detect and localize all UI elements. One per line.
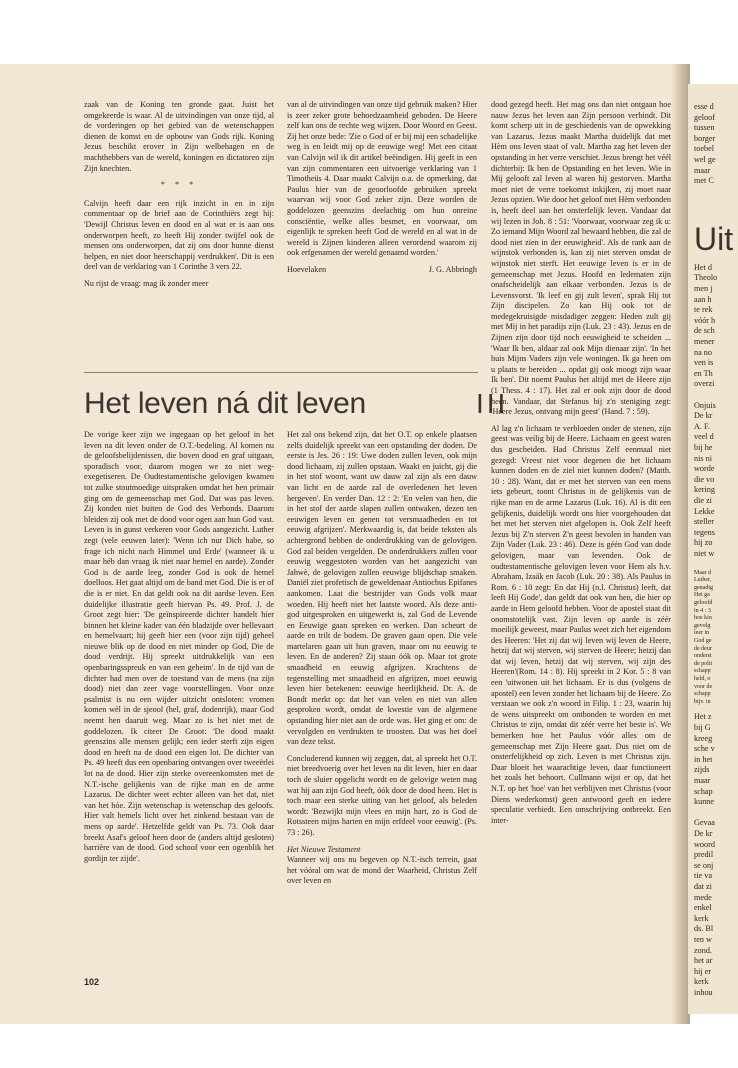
- next-page-fragment: schapp: [694, 668, 711, 675]
- bottom-column-1: [84, 430, 274, 870]
- next-page-fragment: schapp: [694, 691, 711, 698]
- next-page-headline-fragment: Uit: [694, 220, 734, 257]
- paragraph: zaak van de Koning ten gronde gaat. Juist het omgekeerde is waar. Al de uitvindingen van onze tijd, al de vorderingen op het gebied van de wetenschappen dienen de komst en de opbouw van Gods rijk. Koning Jezus beschikt erover in Zijn welbehagen en de machthebbers van de wereld, koningen en dictatoren zijn Zijn knechten.: [84, 100, 274, 173]
- next-page-fragment: in het: [694, 754, 713, 764]
- next-page-fragment: hij er: [694, 966, 712, 976]
- next-page-fragment: onderst: [694, 653, 712, 660]
- next-page-fragment: wel ge: [694, 155, 716, 164]
- next-page-fragment: worde: [694, 464, 715, 474]
- next-page-fragment: de sch: [694, 326, 715, 336]
- next-page-fragment: tegens: [694, 527, 715, 537]
- top-column-2: [287, 100, 477, 276]
- next-page-fragment: bijv. in: [694, 698, 711, 705]
- next-page-fragment: sche v: [694, 744, 715, 754]
- next-page-fragment: kunne: [694, 797, 715, 807]
- next-page-fragment: ten w: [694, 935, 712, 944]
- next-page-fragment: toebel: [694, 144, 715, 154]
- paragraph: dood gezegd heeft. Het mag ons dan niet ontgaan hoe nauw Jezus het leven aan Zijn persoon verbindt. Dit komt scherp uit in de geschiedenis van de opwekking van Lazarus. Jezus maakt Martha duidelijk dat met Hèm ons leven staat of valt. Martha zag het leven der opstanding in het verre verschiet. Jezus brengt het véél dichterbij: Ik ben de Opstanding en het leven. Wie in Mij gelooft zal leven al waren hij gestorven. Martha moet niet de verre toekomst inkijken, zij moet naar Jezus opzien. Wie door het geloof met Hèm verbonden is, heeft deel aan het onsterfelijk leven. Vandaar dat wij lezen in Joh. 8 : 51: 'Voorwaar, voorwaar zeg ik u: Zo iemand Mijn Woord zal bewaard hebben, die zal de dood niet zien in der eeuwigheid'. Als de rank aan de wijnstok verbonden is, kan zij niet sterven omdat de wijnstok niet sterft. Het eeuwige leven is er in de gemeenschap met Jezus. Hoofd en ledematen zijn onafscheidelijk aan elkaar verbonden. Jezus is de Levensvorst. 'Ik leef en gij zult leven', sprak Hij tot Zijn discipelen. Zo kan Hij ook tot de medegekruisigde misdadiger zeggen: Heden zult gij met Mij in het paradijs zijn (Luk. 23 : 43). Jezus en de Zijnen zijn door tijd noch eeuwigheid te scheiden ... 'Waar Ik ben, aldaar zal ook Mijn dienaar zijn'. 'In het huis Mijns Vaders zijn vele woningen. Ik ga heen om u plaats te bereiden ... opdat gij ook moogt zijn waar Ik ben'. Dit noemt Paulus het altijd met de Heere zijn (1 Thess. 4 : 17). Het zal er ook zijn door de dood heen. Vandaar, dat Stefanus bij z'n steniging zegt: 'Heere Jezus, ontvang mijn geest' (Hand. 7 : 59).: [491, 100, 671, 417]
- next-page-fragment: veel d: [694, 432, 714, 442]
- subheading: Het Nieuwe Testament: [287, 844, 361, 854]
- paragraph: Al lag z'n lichaam te verbloeden onder de stenen, zijn geest was veilig bij de Heere. Lichaam en geest waren dus gescheiden. Had Christus Zelf eenmaal niet gezegd: Vreest niet voor degenen die het lichaam kunnen doden en de ziel niet kunnen doden? (Matth. 10 : 28). Want, dat er met het sterven van een mens iets gebeurt, toont Christus in de gelijkenis van de rijke man en de arme Lazarus (Luk. 16). Al is dit een gelijkenis, duidelijk wordt ons hier voorgehouden dat het met het sterven niet afgelopen is. Ook Zelf heeft Jezus bij Z'n sterven Z'n geest bevolen in handen van Zijn Vader (Luk. 23 : 46). Deze is géén God van dode gelovigen, maar van levenden. Ook de oudtestamentische gelovigen leven voor Hem als h.v. Abraham, Izaäk en Jacob (Luk. 20 : 38). Als Paulus in Rom. 6 : 10 zegt: En dat Hij (n.l. Christus) leeft, dat leeft Hij Gode', dan geldt dat ook van hen, die hier op aarde in Hem geloofd hebben. Voor de apostel staat dit onomstotelijk vast. Zijn leven op aarde is zéér moeilijk geweest, maar Paulus weet zich het eigendom des Heeren: 'Het zij dat wij leven wij leven de Heere, hetzij dat wij sterven, wij sterven de Heere; hetzij dan dat wij leven, hetzij dat wij sterven, wij zijn des Heeren'(Rom. 14 : 8). Hij spreekt in 2 Kor. 5 : 8 van een 'uitwonen uit het lichaam. Er is dus (volgens de apostel) een leven zonder het lichaam bij de Heere. Zo verstaan we ook z'n woord in Filip. 1 : 23, waarin hij de wens uitspreekt om ontbonden te worden en met Christus te zijn, omdat dit zéér verre het beste is'. We bemerken hoe het Paulus vóór alles om de gemeenschap met Zijn Heere gaat. Dus niet om de onsterfelijkheid op zich. Leven is met Christus zijn. Daar bloeit het waarachtige leven, daar functioneert het zoals het behoort. Cullmann wijst er op, dat het N.T. op het 'hoe' van het verblijven met Christus (voor Diens wederkomst) geen antwoord geeft en iedere speculatie verbiedt. Een omschrijving ontbreekt. Een inter-: [491, 423, 671, 825]
- headline-part-number: III: [476, 388, 509, 419]
- paragraph: Het zal ons bekend zijn, dat het O.T. op enkele plaatsen zelfs duidelijk spreekt van een opstanding der doden. De eerste is Jes. 26 : 19: Uwe doden zullen leven, ook mijn dood lichaam, zij zullen opstaan. Waakt en juicht, gij die in het stof woont, want uw dauw zal zijn als een dauw van licht en de aarde zal de overledenen het leven hergeven'. En verder Dan. 12 : 2: 'En velen van hen, die in het stof der aarde slapen zullen ontwaken, dezen ten eeuwigen leven en genen tot versmaadheden en tot eeuwig afgrijzen'. Merkwaardig is, dat beide teksten als achtergrond hebben de onderdrukking van de gelovigen. God zal beiden vergelden. De onderdrukkers zullen voor eeuwig weggestoten worden van het aangezicht van Jahwè, de gelovigen zullen eeuwige blijdschap smaken. Daniël ziet profetisch de geweldenaar Antiochus Epifanes aankomen. Laat die bestrijder van Gods volk maar woeden. Hij heeft niet het laatste woord. Als deze anti-god uitgesproken en uitgewerkt is, zal God de Levende en Eeuwige gaan spreken en werken. Dan scheurt de aarde en trilt de bodem. De graven gaan open. Die vele martelaren gaan uit hun graven, maar om nu eeuwig te leven. En de anderen? Zij staan óók op. Maar tot grote smaadheid en eeuwig afgrijzen. Krachtens de tegenstelling met smaadheid en afgrijzen, moet eeuwig leven hier betekenen: eeuwige heerlijkheid. Dr. A. de Bondt merkt op: dat het van velen en niet van allen gesproken wordt, omdat de kwestie van de algemene opstanding hier niet aan de orde was. Het ging er om: de vervolgden en verdrukten te troosten. Dat was het doel van deze tekst.: [287, 430, 477, 747]
- next-page-fragment: schap: [694, 786, 713, 796]
- next-page-fragment: Het ga: [694, 592, 710, 599]
- next-page-fragment: Maar d: [694, 569, 712, 576]
- next-page-fragment: te rek: [694, 305, 713, 315]
- next-page-fragment: steller: [694, 517, 715, 527]
- next-page-fragment: Luther,: [694, 577, 712, 584]
- next-page-fragment: dat zi: [694, 882, 712, 891]
- next-page-fragment: voor de: [694, 683, 713, 690]
- next-page-fragment: aan h: [694, 294, 712, 304]
- next-page-fragment: borger: [694, 133, 716, 143]
- next-page-fragment: woord: [694, 839, 715, 849]
- next-page-fragment: Lekke: [694, 506, 715, 516]
- next-page-fragment: Theolo: [694, 273, 718, 283]
- next-page-fragment: zond.: [694, 945, 712, 955]
- next-page-fragment: De kr: [694, 829, 713, 838]
- next-page-fragment: nis ni: [694, 453, 712, 463]
- next-page-fragment: hoe kin: [694, 615, 712, 622]
- paragraph: Nu rijst de vraag: mag ik zonder meer: [84, 278, 209, 288]
- paragraph: Wanneer wij ons nu begeven op N.T.-isch terrein, gaat het vóóral om wat de mond der Waarheid, Christus Zelf over leven en: [287, 855, 477, 886]
- next-page-fragment: de polit: [694, 660, 713, 667]
- right-column: [491, 100, 671, 832]
- next-page-fragment: tussen: [694, 123, 715, 133]
- next-page-fragment: geloof: [694, 112, 715, 122]
- next-page-fragment: De kr: [694, 411, 713, 421]
- next-page-fragment: met C: [694, 176, 714, 186]
- next-page-fragment: inhou: [694, 988, 713, 997]
- next-page-fragment: held, o: [694, 676, 711, 682]
- next-page-fragment: na no: [694, 347, 712, 357]
- next-page-fragment: genadig: [694, 584, 713, 591]
- next-page-fragment: vóór h: [694, 315, 716, 325]
- next-page-fragment: se onj: [694, 860, 714, 870]
- next-page-fragment: zijds: [694, 765, 710, 775]
- next-page-fragment: de deur: [694, 645, 712, 652]
- next-page-fragment: in 4 : 3: [694, 607, 711, 614]
- paragraph: De vorige keer zijn we ingegaan op het geloof in het leven na dit leven onder de O.T.-bedeling. Al komen nu de geloofsbelijdenissen, die boven dood en graf uitgaan, sporadisch voor, daarom mogen we zo niet weg-exegetiseren. De Oudtestamentische gelovigen kwamen tot zulke stoutmoedige uitspraken omdat het hen primair ging om de gemeenschap met God. Dat was pas leven. Zij konden niet buiten de God des Verbonds. Daarom bleiden zij ook met de dood voor ogen aan hun God vast. Leven is in gunst verkeren voor Gods aangezicht. Luther zegt (vele eeuwen later): 'Wenn ich nur Dich habe, so frage ich nicht nach Himmel und Erde' (wanneer ik u maar héb dan vraag ik niet naar hemel en aarde). Zonder God is de aarde leeg, zonder God is ook de hemel doelloos. Het gaat altijd om de band met God. Die is er of die is er niet. En dat geldt ook na dit aardse leven. Een duidelijke illustratie geeft hiervan Ps. 49. Prof. J. de Groot zegt hier: 'De geïnspireerde dichter handelt hier binnen het kleine kader van één bladzijde over hellevaart en hemelvaart; hij geeft hier een (voor zijn tijd) geheel nieuwe blik op de dood en niet minder op God, Die de dood verdrijt. Hij spreekt uitdrukkelijk van een openbaringsspreuk en van een geheim'. In de tijd van de dichter had men over de toestand van de mens (na zijn dood) niet dan zeer vage voorstellingen. Voor onze psalmist is nu een wijder uitzicht ontsloten: vromen komen wèl in de sjeool (hel, graf, dodenrijk), maar God neemt hen daaruit weg. Maar zo is het niet met de goddelozen. Ik citeer De Groot: 'De dood maakt geenszins alle mensen gelijk; een ieder sterft zijn eigen dood en heeft na de dood een eigen lot. De dichter van Ps. 49 heeft dus een openbaring ontvangen over tweeërlei lot na de dood. Hier zijn sterke overeenkomsten met de N.T.-ische gelijkenis van de rijke man en de arme Lazarus. De dichter weet echter alleen van het dat, niet van het hóe. Zijn wetenschap is wetenschap des geloofs. Hier valt hemels licht over het zinkend bestaan van de mens op aarde'. Hetzelfde geldt van Ps. 73. Ook daar breekt Asaf's geloof heen door de (anders altijd gesloten) barrière van de dood. God schoof voor een ogenblik het gordijn ter zijde'.: [84, 430, 274, 863]
- next-page-fragment: God ge: [694, 638, 712, 644]
- next-page-edge: [688, 84, 738, 1014]
- next-page-fragment: A. F.: [694, 421, 710, 431]
- next-page-fragment: die zi: [694, 496, 712, 505]
- paragraph: Concluderend kunnen wij zeggen, dat, al spreekt het O.T. niet breedvoerig over het leven na dit leven, hier en daar toch de sluier opgelicht wordt en de gelovige weten mag wat hij aan zijn God heeft, óók door de dood heen. Het is toch maar een sterke uiting van het geloof, als beleden wordt: 'Bezwijkt mijn vlees en mijn hart, zo is God de Rotssteen mijns harten en mijn erfdeel voor eeuwig'. (Ps. 73 : 26).: [287, 753, 477, 837]
- section-rule: [84, 372, 478, 373]
- next-page-fragment: mede: [694, 892, 712, 902]
- next-page-fragment: men j: [694, 284, 713, 293]
- author: J. G. Abbringh: [428, 264, 477, 274]
- signature-line: [287, 265, 477, 276]
- next-page-fragment: bij G: [694, 723, 711, 732]
- next-page-fragment: Het d: [694, 262, 712, 272]
- next-page-fragment: die vo: [694, 474, 715, 484]
- next-page-fragment: maar: [694, 776, 711, 785]
- next-page-fragment: mener: [694, 337, 715, 346]
- paragraph: Calvijn heeft daar een rijk inzicht in en in zijn commentaar op de brief aan de Corinthiërs zegt hij: 'Dewijl Christus leven en dood en al wat er is aan ons onderworpen heeft, zo heeft Hij zonder twijfel ook de mensen ons onderworpen, dat zij ons door hunne dienst helpen, en niet door heerschappij verdrukken'. Dit is een deel van de verklaring van 1 Corinthe 3 vers 22.: [84, 198, 274, 272]
- next-page-fragment: gevolg: [694, 622, 711, 629]
- place: Hoevelaken: [287, 264, 327, 274]
- next-page-fragment: kerk: [694, 977, 709, 987]
- next-page-fragment: predil: [694, 850, 714, 860]
- next-page-fragment: enkel: [694, 903, 712, 913]
- next-page-fragment: ds. Bl: [694, 924, 714, 934]
- page-number: 102: [84, 977, 100, 987]
- next-page-fragment: leer in: [694, 630, 710, 637]
- next-page-fragment: kerk: [694, 913, 709, 923]
- next-page-fragment: ven is: [694, 358, 714, 368]
- next-page-fragment: geloofd: [694, 600, 713, 606]
- next-page-fragment: Gevaa: [694, 818, 715, 828]
- next-page-fragment: het ar: [694, 956, 713, 966]
- next-page-fragment: kreeg: [694, 733, 713, 743]
- next-page-fragment: bij he: [694, 443, 713, 452]
- next-page-fragment: hij zo: [694, 538, 713, 548]
- bottom-column-2: [287, 430, 477, 893]
- next-page-fragment: Het z: [694, 712, 712, 722]
- headline-title: Het leven ná dit leven: [84, 387, 366, 420]
- next-page-fragment: tie va: [694, 871, 712, 881]
- next-page-fragment: en Th: [694, 368, 713, 378]
- next-page-fragment: Onjuis: [694, 400, 716, 410]
- next-page-fragment: overzi: [694, 379, 715, 389]
- next-page-fragment: maar: [694, 165, 711, 175]
- paragraph: van al de uitvindingen van onze tijd gebruik maken? Hier is zeer zeker grote behoedzaamheid geboden. De Heere zelf kan ons de rechte weg wijzen. Door Woord en Geest. Zij het onze bede: 'Zie o God of er bij mij een schadelijke weg is en leidt mij op de eeuwige weg! Met een citaat van Calvijn wil ik dit artikel beëindigen. Hij geeft in een van zijn commentaren een uitvoerige verklaring van 1 Timotheüs 4. Daar maakt Calvijn o.a. de opmerking, dat Paulus hier van de geoorloofde gebruiken spreekt waarvan wij voor God zeker zijn. Deze worden de goddelozen geenszins deelachtig om hun onreine consciëntie, welke alles besmet, en voorwaar, om eigenlijk te spreken heeft God de wereld en al wat in de wereld is Zijnen kinderen alleen verordend waarom zij ook erfgenamen der wereld genaamd worden.': [287, 100, 477, 258]
- top-column-1: [84, 100, 274, 296]
- next-page-fragment: esse d: [694, 102, 714, 111]
- next-page-fragment: kering: [694, 485, 715, 495]
- section-divider: * * *: [160, 180, 198, 190]
- next-page-fragment: niet w: [694, 549, 715, 558]
